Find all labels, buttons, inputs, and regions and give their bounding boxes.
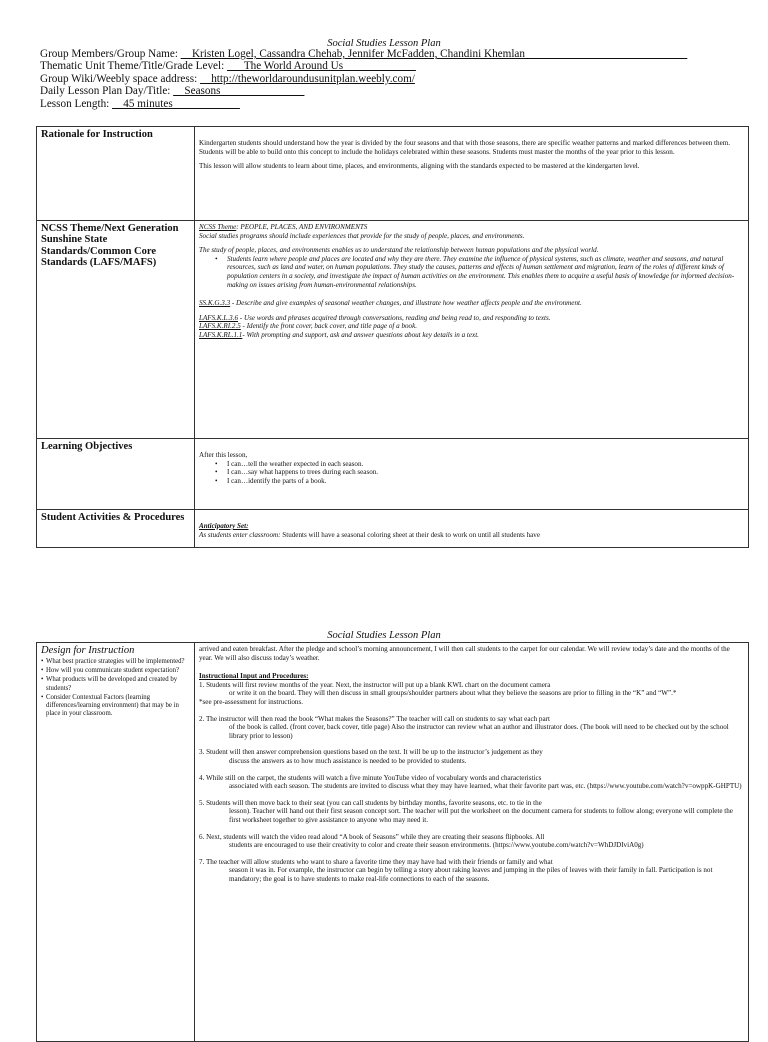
design-questions-list xyxy=(41,658,190,718)
step-6-first: 6. Next, students will watch the video read aloud “A book of Seasons” while they are creating their seasons flipbooks. All xyxy=(199,832,545,841)
objectives-label: Learning Objectives xyxy=(37,439,195,510)
step-3-rest: discuss the answers as to how much assistance is needed to be provided to students. xyxy=(229,756,467,765)
procedure-step-4 xyxy=(199,774,744,791)
ncss-theme-line xyxy=(199,223,744,232)
procedure-step-6 xyxy=(199,833,744,850)
design-question: • What best practice strategies will be implemented? xyxy=(41,658,190,666)
lesson-plan-table xyxy=(36,126,749,548)
step-5-first: 5. Students will then move back to their seat (you can call students by birthday months, favorite seasons, etc. to tie in the xyxy=(199,798,542,807)
ncss-content xyxy=(195,221,749,439)
step-1-rest: or write it on the board. They will then discuss in small groups/shoulder partners about what they believe the seasons are prior to filling in the “K” and “W”.* xyxy=(229,689,677,698)
step-5-rest: lesson). Teacher will hand out their first season concept sort. The teacher will put the worksheet on the document camera for students to follow along; everyone will complete the first worksheet together to give assistance to anyone who may need it. xyxy=(229,807,733,824)
wiki-link[interactable]: __http://theworldaroundusunitplan.weebly.com/ xyxy=(200,72,415,85)
ncss-row xyxy=(37,221,749,439)
ss-standard-code: SS.K.G.3.3 xyxy=(199,299,231,308)
anticipatory-set-heading: Anticipatory Set: xyxy=(199,522,249,530)
ncss-theme-value: : PEOPLE, PLACES, AND ENVIRONMENTS xyxy=(236,223,368,231)
step-4-first: 4. While still on the carpet, the students will watch a five minute YouTube video of vocabulary words and characteristics xyxy=(199,773,542,782)
ncss-intro: Social studies programs should include experiences that provide for the study of people, places, and environments. xyxy=(199,231,525,240)
objectives-intro: After this lesson, xyxy=(199,451,248,459)
rationale-paragraph-2: This lesson will allow students to learn about time, places, and environments, aligning with the standards expected to be mastered at the kindergarten level. xyxy=(199,162,640,171)
objective-item: • I can…tell the weather expected in each season. xyxy=(199,460,744,469)
lafs-3-text: - With prompting and support, ask and answer questions about key details in a text. xyxy=(242,330,479,339)
step-6-rest: students are encouraged to use their creativity to color and create their season environments. (https://www.youtube.com/watch?v=WhDJDIviA0g) xyxy=(229,841,644,850)
lesson-length-row xyxy=(40,98,687,110)
lafs-standard-2 xyxy=(199,322,744,331)
lafs-3-code: LAFS.K.RL.1.1 xyxy=(199,330,243,339)
daily-lesson-value: __Seasons_______________ xyxy=(173,85,305,98)
lafs-1-text: - Use words and phrases acquired through conversations, reading and being read to, and responding to texts. xyxy=(238,313,551,322)
design-label-cell xyxy=(37,643,195,1042)
lafs-1-code: LAFS.K.L.3.6 xyxy=(199,313,239,322)
procedure-step-7 xyxy=(199,858,744,884)
design-instruction-table xyxy=(36,642,749,1042)
rationale-row xyxy=(37,127,749,221)
activities-row xyxy=(37,510,749,548)
ncss-study: The study of people, places, and environments enables us to understand the relationship between human populations and the physical world. xyxy=(199,246,599,255)
thematic-unit-value: ___The World Around Us_____________ xyxy=(227,60,416,73)
objective-item: • I can…say what happens to trees during each season. xyxy=(199,468,744,477)
procedure-step-5 xyxy=(199,799,744,825)
objectives-list xyxy=(199,460,744,486)
daily-lesson-label: Daily Lesson Plan Day/Title: xyxy=(40,85,171,98)
step-3-first: 3. Student will then answer comprehension questions based on the text. It will be up to the instructor’s judgement as they xyxy=(199,748,543,757)
wiki-label: Group Wiki/Weebly space address: xyxy=(40,72,198,85)
objectives-row xyxy=(37,439,749,510)
page-title: Social Studies Lesson Plan xyxy=(327,38,441,49)
page-2 xyxy=(0,618,768,1024)
group-members-row xyxy=(40,48,687,60)
step-1-first: 1. Students will first review months of the year. Next, the instructor will put up a blank KWL chart on the document camera xyxy=(199,680,551,689)
lafs-standard-1 xyxy=(199,314,744,323)
lafs-2-code: LAFS.K.RI.2.5 xyxy=(199,322,241,331)
lafs-2-text: - Identify the front cover, back cover, and title page of a book. xyxy=(240,322,418,331)
design-question: • How will you communicate student expectation? xyxy=(41,667,190,675)
page-2-title: Social Studies Lesson Plan xyxy=(327,630,441,641)
group-members-value: __Kristen Logel, Cassandra Chehab, Jennifer McFadden, Chandini Khemlan_____________________________ xyxy=(180,48,688,60)
lesson-header xyxy=(40,48,687,110)
lesson-length-label: Lesson Length: xyxy=(40,97,110,110)
thematic-unit-label: Thematic Unit Theme/Title/Grade Level: xyxy=(40,60,225,73)
step-2-rest: of the book is called. (front cover, back cover, title page) Also the instructor can review what an author and illustrator does. (The book will need to be checked out by the school library prior to lesson) xyxy=(229,723,729,740)
step-2-first: 2. The instructor will then read the book “What makes the Seasons?” The teacher will call on students to say what each part xyxy=(199,714,550,723)
procedure-step-3 xyxy=(199,748,744,765)
group-members-label: Group Members/Group Name: xyxy=(40,48,178,60)
activities-label: Student Activities & Procedures xyxy=(37,510,195,548)
objectives-content xyxy=(195,439,749,510)
rationale-paragraph-1: Kindergarten students should understand how the year is divided by the four seasons and that with those seasons, there are specific weather patterns and marked differences between them. Students will be able to build onto this concept to include the holidays celebrated within these seasons. Students must master the months of the year prior to this lesson. xyxy=(199,139,731,156)
design-for-instruction-title: Design for Instruction xyxy=(41,645,135,656)
enter-classroom-text: Students will have a seasonal coloring sheet at their desk to work on until all students have xyxy=(280,530,540,539)
step-7-rest: season it was in. For example, the instructor can begin by telling a story about raking leaves and jumping in the piles of leaves with their family in fall. Participation is not mandatory; the goal is to have students to make real-life connections to each of the seasons. xyxy=(229,866,713,883)
enter-classroom-lead: As students enter classroom: xyxy=(199,530,281,539)
step-1-note: *see pre-assessment for instructions. xyxy=(199,697,304,706)
ss-standard-text: - Describe and give examples of seasonal weather changes, and illustrate how weather affects people and the environment. xyxy=(230,299,582,308)
anticipatory-set-text xyxy=(199,531,744,540)
design-question: • What products will be developed and created by students? xyxy=(41,676,190,692)
step-7-first: 7. The teacher will allow students who want to share a favorite time they may have had with their friends or family and what xyxy=(199,857,553,866)
lesson-length-value: __45 minutes____________ xyxy=(112,97,240,110)
design-content xyxy=(195,643,749,1042)
ncss-bullet: • Students learn where people and places are located and why they are there. They examine the influence of physical systems, such as climate, weather and seasons, and natural resources, such as land and water, on human populations. They study the causes, patterns and effects of human settlement and migration, learn of the roles of different kinds of population centers in a society, and investigate the impact of human activities on the environment. This enables them to acquire a useful basis of knowledge for informed decision-making on issues arising from human-environmental relationships. xyxy=(199,255,744,289)
objective-item: • I can…identify the parts of a book. xyxy=(199,477,744,486)
anticipatory-continued: arrived and eaten breakfast. After the pledge and school’s morning announcement, I will then call students to the carpet for our calendar. We will review today’s date and the months of the year. We will also discuss today’s weather. xyxy=(199,645,730,662)
procedure-step-2 xyxy=(199,715,744,741)
ncss-bullet-list xyxy=(199,255,744,289)
ss-standard xyxy=(199,299,744,308)
ncss-label: NCSS Theme/Next Generation Sunshine State Standards/Common Core Standards (LAFS/MAFS) xyxy=(37,221,195,439)
design-question: • Consider Contextual Factors (learning differences/learning environment) that may be in place in your classroom. xyxy=(41,694,190,719)
rationale-content xyxy=(195,127,749,221)
activities-content xyxy=(195,510,749,548)
instructional-input-heading: Instructional Input and Procedures: xyxy=(199,672,309,681)
daily-lesson-row xyxy=(40,85,687,97)
thematic-unit-row xyxy=(40,60,687,72)
wiki-row xyxy=(40,73,687,85)
step-4-rest: associated with each season. The students are invited to discuss what they may have learned, what their favorite part was, etc. (https://www.youtube.com/watch?v=owppK-GHPTU) xyxy=(229,782,742,791)
ncss-theme-heading: NCSS Theme xyxy=(199,223,237,231)
procedure-step-1 xyxy=(199,681,744,707)
design-row xyxy=(37,643,749,1042)
lafs-standard-3 xyxy=(199,331,744,340)
rationale-label: Rationale for Instruction xyxy=(37,127,195,221)
